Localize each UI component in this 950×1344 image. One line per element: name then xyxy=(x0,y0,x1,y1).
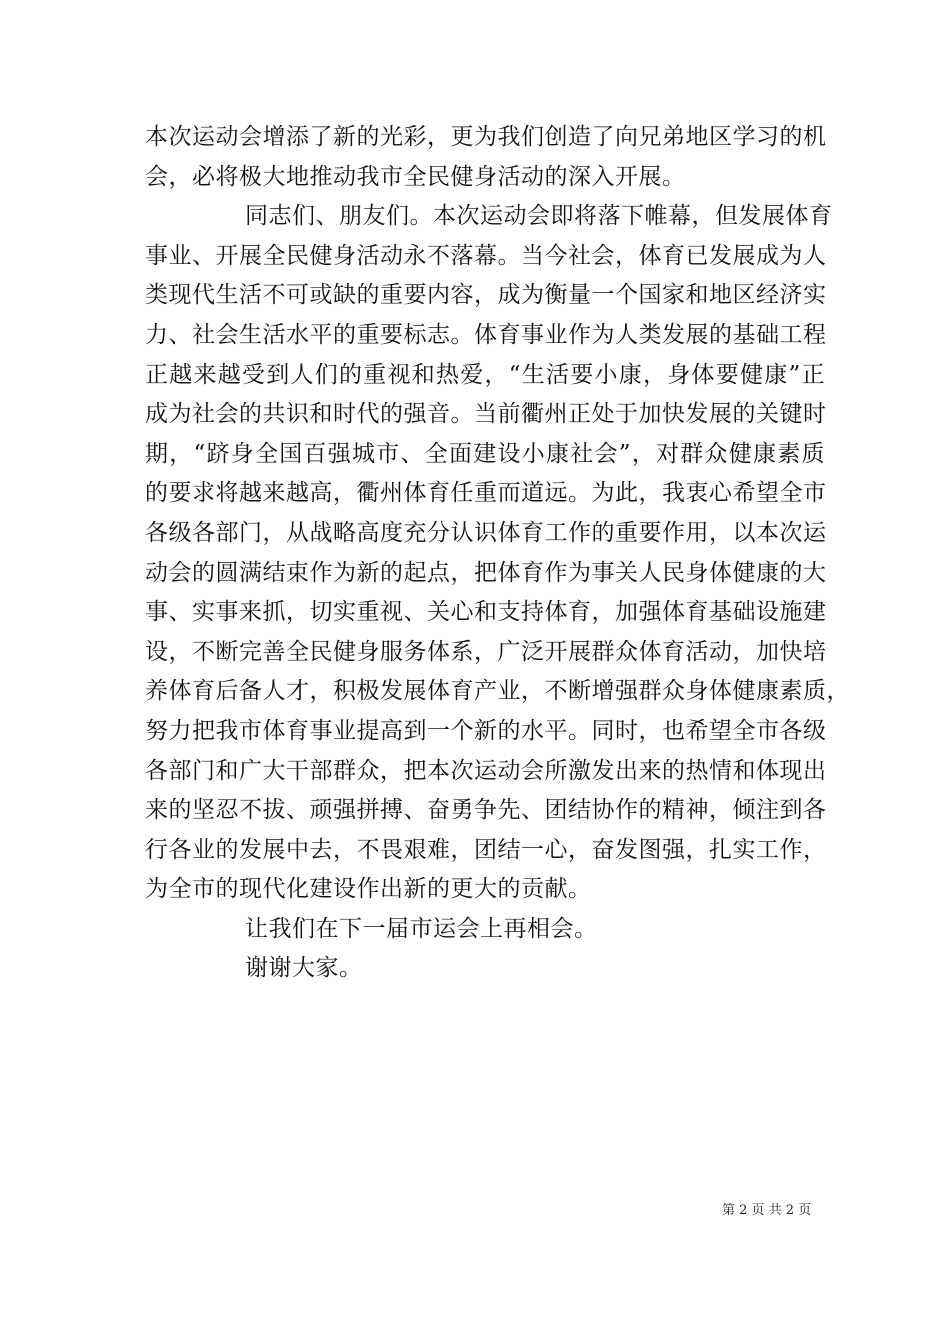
text-line: 会，必将极大地推动我市全民健身活动的深入开展。 xyxy=(145,163,686,190)
text-line: 行各业的发展中去，不畏艰难，团结一心，奋发图强，扎实工作， xyxy=(145,836,827,863)
text-line: 期，“跻身全国百强城市、全面建设小康社会”，对群众健康素质 xyxy=(145,440,825,467)
closing-line: 让我们在下一届市运会上再相会。 xyxy=(245,915,598,942)
text-line: 设，不断完善全民健身服务体系，广泛开展群众体育活动，加快培 xyxy=(145,638,827,665)
text-line: 成为社会的共识和时代的强音。当前衢州正处于加快发展的关键时 xyxy=(145,401,827,428)
text-line: 类现代生活不可或缺的重要内容，成为衡量一个国家和地区经济实 xyxy=(145,282,827,309)
text-line: 事业、开展全民健身活动永不落幕。当今社会，体育已发展成为人 xyxy=(145,242,827,269)
thanks-line: 谢谢大家。 xyxy=(245,955,363,982)
text-line: 的要求将越来越高，衢州体育任重而道远。为此，我衷心希望全市 xyxy=(145,480,827,507)
text-line: 事、实事来抓，切实重视、关心和支持体育，加强体育基础设施建 xyxy=(145,599,827,626)
text-line: 努力把我市体育事业提高到一个新的水平。同时，也希望全市各级 xyxy=(145,717,827,744)
paragraph-start-line: 同志们、朋友们。本次运动会即将落下帷幕，但发展体育 xyxy=(245,203,833,230)
text-line: 来的坚忍不拔、顽强拼搏、奋勇争先、团结协作的精神，倾注到各 xyxy=(145,797,827,824)
text-line: 本次运动会增添了新的光彩，更为我们创造了向兄弟地区学习的机 xyxy=(145,124,827,150)
speech-body xyxy=(145,118,850,989)
text-line: 力、社会生活水平的重要标志。体育事业作为人类发展的基础工程 xyxy=(145,321,827,348)
page-number: 第 2 页 共 2 页 xyxy=(722,1203,812,1218)
text-line: 动会的圆满结束作为新的起点，把体育作为事关人民身体健康的大 xyxy=(145,559,827,586)
text-line: 正越来越受到人们的重视和热爱，“生活要小康，身体要健康”正 xyxy=(145,361,825,388)
text-line: 为全市的现代化建设作出新的更大的贡献。 xyxy=(145,876,592,903)
text-line: 各级各部门，从战略高度充分认识体育工作的重要作用，以本次运 xyxy=(145,519,827,546)
text-line: 各部门和广大干部群众，把本次运动会所激发出来的热情和体现出 xyxy=(145,757,827,784)
text-line: 养体育后备人才，积极发展体育产业，不断增强群众身体健康素质， xyxy=(145,678,850,705)
